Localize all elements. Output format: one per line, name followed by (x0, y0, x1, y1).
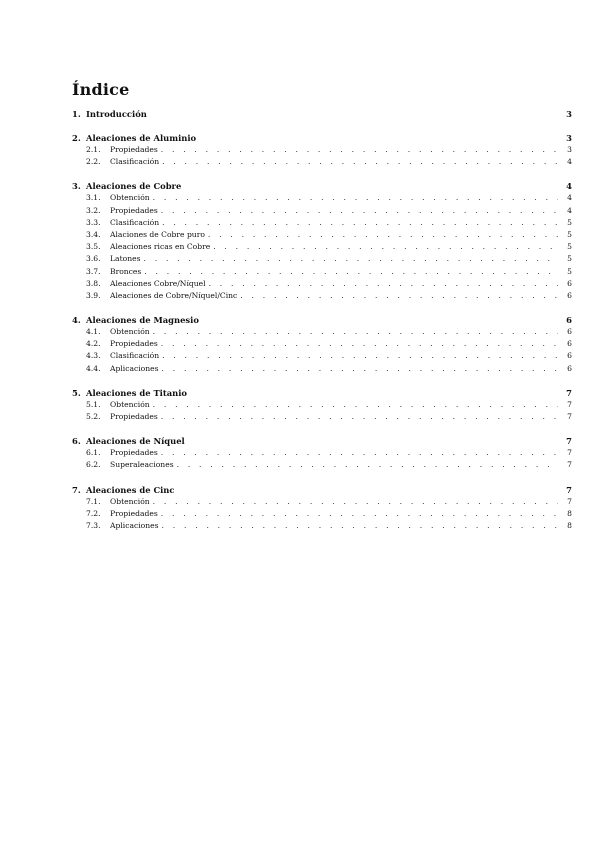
subsection-page-number: 8 (567, 508, 572, 518)
toc-section-entry[interactable] (72, 108, 572, 120)
section-number: 4. (72, 315, 81, 326)
dot-leader (162, 350, 558, 362)
toc-subsection-entry[interactable] (72, 205, 572, 217)
toc-subsection-entry[interactable] (72, 192, 572, 204)
subsection-number: 4.3. (86, 351, 101, 361)
subsection-number: 3.5. (86, 242, 101, 252)
toc-section (72, 435, 572, 471)
section-title: Aleaciones de Níquel (86, 436, 185, 447)
dot-leader (153, 399, 558, 411)
dot-leader (177, 459, 558, 471)
dot-leader (162, 520, 558, 532)
section-spacer (72, 375, 572, 387)
dot-leader (161, 205, 558, 217)
subsection-page-number: 6 (567, 327, 572, 337)
subsection-title: Aplicaciones (110, 363, 159, 373)
subsection-page-number: 6 (567, 278, 572, 288)
dot-leader (153, 192, 558, 204)
subsection-page-number: 5 (567, 242, 572, 252)
subsection-title: Aplicaciones (110, 520, 159, 530)
toc-section (72, 387, 572, 423)
subsection-title: Obtención (110, 399, 150, 409)
subsection-page-number: 5 (567, 229, 572, 239)
subsection-title: Aleaciones ricas en Cobre (110, 242, 211, 252)
dot-leader (161, 144, 558, 156)
table-of-contents (72, 108, 572, 532)
subsection-number: 5.2. (86, 412, 101, 421)
subsection-page-number: 4 (567, 193, 572, 203)
subsection-title: Latones (110, 254, 141, 264)
section-page-number: 7 (566, 387, 572, 398)
toc-subsection-entry[interactable] (72, 447, 572, 459)
toc-subsection-entry[interactable] (72, 278, 572, 290)
section-number: 1. (72, 109, 81, 119)
subsection-page-number: 6 (567, 363, 572, 373)
subsection-title: Obtención (110, 327, 150, 337)
section-spacer (72, 423, 572, 435)
subsection-title: Alaciones de Cobre puro (110, 229, 205, 239)
dot-leader (209, 278, 558, 290)
subsection-number: 3.7. (86, 266, 101, 276)
section-page-number: 7 (566, 484, 572, 495)
section-page-number: 3 (566, 109, 572, 119)
subsection-page-number: 6 (567, 351, 572, 361)
subsection-page-number: 5 (567, 254, 572, 264)
dot-leader (161, 447, 558, 459)
section-spacer (72, 168, 572, 180)
toc-subsection-entry[interactable] (72, 217, 572, 229)
subsection-title: Clasificación (110, 217, 160, 227)
subsection-page-number: 6 (567, 339, 572, 349)
toc-subsection-entry[interactable] (72, 266, 572, 278)
dot-leader (161, 508, 558, 520)
dot-leader (153, 326, 558, 338)
subsection-title: Aleaciones Cobre/Níquel (110, 278, 206, 288)
section-number: 3. (72, 181, 81, 192)
toc-subsection-entry[interactable] (72, 229, 572, 241)
toc-title: Índice (72, 80, 130, 99)
subsection-title: Clasificación (110, 157, 160, 167)
toc-subsection-entry[interactable] (72, 253, 572, 265)
toc-subsection-entry[interactable] (72, 241, 572, 253)
toc-section-entry[interactable] (72, 180, 572, 192)
toc-subsection-entry[interactable] (72, 363, 572, 375)
subsection-page-number: 3 (567, 145, 572, 154)
toc-subsection-entry[interactable] (72, 144, 572, 156)
subsection-page-number: 4 (567, 205, 572, 215)
dot-leader (162, 156, 558, 168)
toc-section (72, 108, 572, 120)
subsection-number: 7.2. (86, 508, 101, 518)
toc-subsection-entry[interactable] (72, 496, 572, 508)
section-page-number: 3 (566, 133, 572, 143)
subsection-number: 3.4. (86, 229, 101, 239)
toc-subsection-entry[interactable] (72, 350, 572, 362)
subsection-page-number: 5 (567, 217, 572, 227)
dot-leader (161, 338, 558, 350)
toc-section-entry[interactable] (72, 132, 572, 144)
toc-subsection-entry[interactable] (72, 459, 572, 471)
section-title: Aleaciones de Cobre (86, 181, 182, 192)
subsection-number: 6.1. (86, 448, 101, 458)
subsection-page-number: 4 (567, 157, 572, 167)
toc-section-entry[interactable] (72, 484, 572, 496)
dot-leader (208, 229, 558, 241)
subsection-number: 7.3. (86, 520, 101, 530)
section-spacer (72, 302, 572, 314)
section-page-number: 6 (566, 315, 572, 326)
toc-subsection-entry[interactable] (72, 338, 572, 350)
section-number: 5. (72, 387, 81, 398)
toc-section (72, 314, 572, 375)
subsection-title: Propiedades (110, 339, 158, 349)
toc-subsection-entry[interactable] (72, 326, 572, 338)
subsection-number: 3.1. (86, 193, 101, 203)
subsection-number: 3.3. (86, 217, 101, 227)
dot-leader (153, 496, 558, 508)
dot-leader (161, 411, 558, 423)
dot-leader (162, 217, 558, 229)
subsection-number: 4.4. (86, 363, 101, 373)
toc-section (72, 180, 572, 302)
toc-subsection-entry[interactable] (72, 508, 572, 520)
dot-leader (240, 290, 558, 302)
section-page-number: 7 (566, 436, 572, 447)
section-title: Aleaciones de Cinc (86, 484, 175, 495)
section-title: Aleaciones de Magnesio (86, 315, 199, 326)
subsection-title: Propiedades (110, 205, 158, 215)
toc-subsection-entry[interactable] (72, 290, 572, 302)
toc-subsection-entry[interactable] (72, 520, 572, 532)
toc-section (72, 132, 572, 168)
subsection-title: Superaleaciones (110, 460, 174, 470)
subsection-number: 6.2. (86, 460, 101, 470)
subsection-number: 3.2. (86, 205, 101, 215)
toc-subsection-entry[interactable] (72, 411, 572, 423)
section-spacer (72, 120, 572, 132)
subsection-number: 2.1. (86, 145, 101, 154)
toc-section-entry[interactable] (72, 314, 572, 326)
toc-section-entry[interactable] (72, 435, 572, 447)
subsection-number: 3.8. (86, 278, 101, 288)
subsection-number: 4.1. (86, 327, 101, 337)
subsection-title: Obtención (110, 496, 150, 506)
section-number: 2. (72, 133, 81, 143)
subsection-page-number: 7 (567, 448, 572, 458)
dot-leader (143, 253, 558, 265)
subsection-title: Obtención (110, 193, 150, 203)
subsection-page-number: 6 (567, 290, 572, 300)
subsection-title: Clasificación (110, 351, 160, 361)
toc-subsection-entry[interactable] (72, 399, 572, 411)
subsection-title: Aleaciones de Cobre/Níquel/Cinc (110, 290, 238, 300)
section-number: 7. (72, 484, 81, 495)
subsection-title: Propiedades (110, 412, 158, 421)
subsection-number: 2.2. (86, 157, 101, 167)
subsection-title: Propiedades (110, 448, 158, 458)
dot-leader (162, 363, 558, 375)
subsection-page-number: 7 (567, 412, 572, 421)
section-title: Introducción (86, 109, 147, 119)
toc-subsection-entry[interactable] (72, 156, 572, 168)
subsection-title: Propiedades (110, 508, 158, 518)
section-page-number: 4 (566, 181, 572, 192)
subsection-title: Propiedades (110, 145, 158, 154)
subsection-number: 3.6. (86, 254, 101, 264)
subsection-number: 3.9. (86, 290, 101, 300)
subsection-page-number: 7 (567, 399, 572, 409)
subsection-page-number: 7 (567, 496, 572, 506)
subsection-page-number: 7 (567, 460, 572, 470)
toc-section (72, 484, 572, 533)
dot-leader (213, 241, 558, 253)
subsection-number: 5.1. (86, 399, 101, 409)
subsection-number: 4.2. (86, 339, 101, 349)
section-title: Aleaciones de Aluminio (86, 133, 197, 143)
section-spacer (72, 472, 572, 484)
subsection-page-number: 5 (567, 266, 572, 276)
section-title: Aleaciones de Titanio (86, 387, 188, 398)
dot-leader (144, 266, 558, 278)
subsection-title: Bronces (110, 266, 142, 276)
section-number: 6. (72, 436, 81, 447)
toc-section-entry[interactable] (72, 387, 572, 399)
subsection-number: 7.1. (86, 496, 101, 506)
subsection-page-number: 8 (567, 520, 572, 530)
